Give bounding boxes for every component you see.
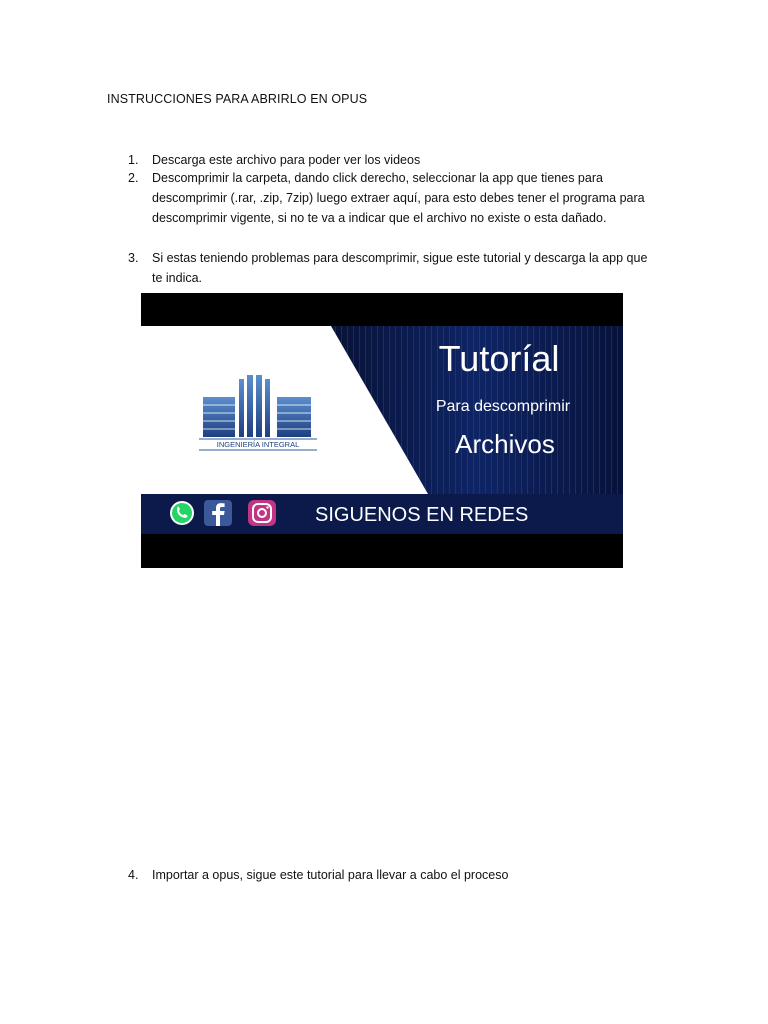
list-text: Descomprimir la carpeta, dando click derecho, seleccionar la app que tienes para descomprimir (.rar, .zip, 7zip) luego extraer aquí, para esto debes tener el programa para descomprimir vigente, si no te va a indicar que el archivo no existe o esta dañado.: [152, 171, 645, 225]
list-number: 1.: [128, 153, 139, 167]
list-text: Descarga este archivo para poder ver los videos: [152, 153, 421, 167]
list-text: Importar a opus, sigue este tutorial para llevar a cabo el proceso: [152, 868, 509, 882]
banner-keyword: Archivos: [455, 429, 555, 459]
whatsapp-icon: [170, 501, 194, 525]
list-number: 4.: [128, 868, 139, 882]
list-number: 3.: [128, 251, 139, 265]
logo-text: INGENIERÍA INTEGRAL: [216, 440, 300, 449]
banner-heading: Tutoríal: [438, 338, 560, 379]
document-title: INSTRUCCIONES PARA ABRIRLO EN OPUS: [107, 92, 368, 106]
list-number: 2.: [128, 171, 139, 185]
banner-footer-text: SIGUENOS EN REDES: [315, 504, 529, 526]
tutorial-thumbnail[interactable]: [141, 293, 623, 568]
banner-subheading: Para descomprimir: [435, 398, 571, 415]
instagram-icon: [248, 500, 276, 526]
list-text: Si estas teniendo problemas para descomprimir, sigue este tutorial y descarga la app que te indica.: [152, 251, 648, 285]
facebook-icon: [204, 500, 232, 526]
